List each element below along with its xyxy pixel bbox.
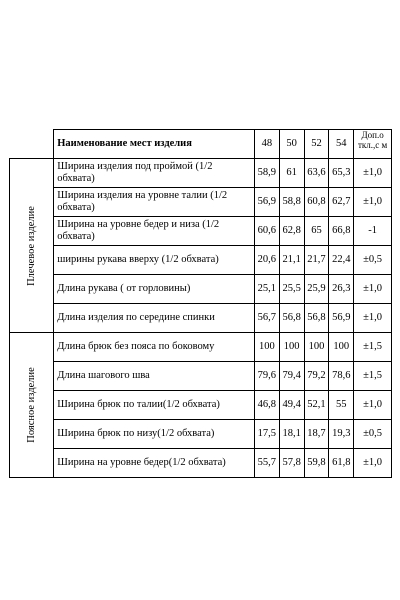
header-size-50: 50 <box>279 130 304 159</box>
header-size-48: 48 <box>254 130 279 159</box>
header-size-52: 52 <box>304 130 329 159</box>
row-name: ширины рукава вверху (1/2 обхвата) <box>54 246 255 275</box>
header-tolerance: Доп.о ткл.,с м <box>354 130 392 159</box>
table-row <box>10 275 392 304</box>
group-label-shoulder: Плечевое изделие <box>25 205 37 286</box>
row-value: 79,4 <box>279 362 304 391</box>
row-value: 21,7 <box>304 246 329 275</box>
row-value: 58,9 <box>254 159 279 188</box>
row-value: 49,4 <box>279 391 304 420</box>
row-name: Ширина на уровне бедер и низа (1/2 обхвата) <box>54 217 255 246</box>
row-value: 25,1 <box>254 275 279 304</box>
row-name: Ширина на уровне бедер(1/2 обхвата) <box>54 449 255 478</box>
row-value: 60,6 <box>254 217 279 246</box>
header-size-54: 54 <box>329 130 354 159</box>
row-value: 65,3 <box>329 159 354 188</box>
row-value: 18,1 <box>279 420 304 449</box>
header-name: Наименование мест изделия <box>54 130 255 159</box>
row-value: 58,8 <box>279 188 304 217</box>
row-value: 55,7 <box>254 449 279 478</box>
row-value: 26,3 <box>329 275 354 304</box>
row-name: Ширина изделия на уровне талии (1/2 обхвата) <box>54 188 255 217</box>
row-value: 21,1 <box>279 246 304 275</box>
row-value: 56,9 <box>329 304 354 333</box>
row-tolerance: ±1,0 <box>354 275 392 304</box>
row-tolerance: -1 <box>354 217 392 246</box>
row-name: Длина брюк без пояса по боковому <box>54 333 255 362</box>
row-value: 79,2 <box>304 362 329 391</box>
group-label-cell-shoulder <box>10 159 54 333</box>
row-name: Длина шагового шва <box>54 362 255 391</box>
table-row <box>10 246 392 275</box>
row-tolerance: ±0,5 <box>354 246 392 275</box>
row-value: 79,6 <box>254 362 279 391</box>
table-row <box>10 188 392 217</box>
table-row <box>10 304 392 333</box>
table-row <box>10 159 392 188</box>
table-row <box>10 391 392 420</box>
table-row <box>10 420 392 449</box>
row-name: Ширина брюк по низу(1/2 обхвата) <box>54 420 255 449</box>
row-value: 56,8 <box>304 304 329 333</box>
row-tolerance: ±1,0 <box>354 449 392 478</box>
row-value: 62,8 <box>279 217 304 246</box>
row-value: 55 <box>329 391 354 420</box>
row-tolerance: ±1,0 <box>354 391 392 420</box>
row-name: Длина рукава ( от горловины) <box>54 275 255 304</box>
row-value: 100 <box>329 333 354 362</box>
row-value: 65 <box>304 217 329 246</box>
table-row <box>10 217 392 246</box>
row-value: 62,7 <box>329 188 354 217</box>
row-value: 100 <box>279 333 304 362</box>
corner-cell <box>10 130 54 159</box>
row-tolerance: ±1,0 <box>354 304 392 333</box>
row-value: 61 <box>279 159 304 188</box>
row-value: 46,8 <box>254 391 279 420</box>
row-value: 25,5 <box>279 275 304 304</box>
row-name: Ширина изделия под проймой (1/2 обхвата) <box>54 159 255 188</box>
row-value: 56,9 <box>254 188 279 217</box>
row-value: 20,6 <box>254 246 279 275</box>
row-value: 100 <box>304 333 329 362</box>
table-row <box>10 333 392 362</box>
row-value: 56,8 <box>279 304 304 333</box>
row-value: 60,8 <box>304 188 329 217</box>
row-value: 63,6 <box>304 159 329 188</box>
row-tolerance: ±1,0 <box>354 159 392 188</box>
row-tolerance: ±1,5 <box>354 333 392 362</box>
row-value: 59,8 <box>304 449 329 478</box>
row-tolerance: ±1,0 <box>354 188 392 217</box>
row-value: 61,8 <box>329 449 354 478</box>
row-value: 56,7 <box>254 304 279 333</box>
table-row <box>10 362 392 391</box>
row-tolerance: ±0,5 <box>354 420 392 449</box>
row-name: Длина изделия по середине спинки <box>54 304 255 333</box>
row-value: 25,9 <box>304 275 329 304</box>
row-value: 17,5 <box>254 420 279 449</box>
row-value: 100 <box>254 333 279 362</box>
row-value: 52,1 <box>304 391 329 420</box>
group-label-cell-waist <box>10 333 54 478</box>
row-value: 78,6 <box>329 362 354 391</box>
group-label-waist: Поясное изделие <box>25 367 37 443</box>
table-row <box>10 449 392 478</box>
row-value: 19,3 <box>329 420 354 449</box>
row-name: Ширина брюк по талии(1/2 обхвата) <box>54 391 255 420</box>
row-value: 66,8 <box>329 217 354 246</box>
row-tolerance: ±1,5 <box>354 362 392 391</box>
header-row <box>10 130 392 159</box>
row-value: 18,7 <box>304 420 329 449</box>
row-value: 57,8 <box>279 449 304 478</box>
size-table <box>9 129 392 478</box>
row-value: 22,4 <box>329 246 354 275</box>
